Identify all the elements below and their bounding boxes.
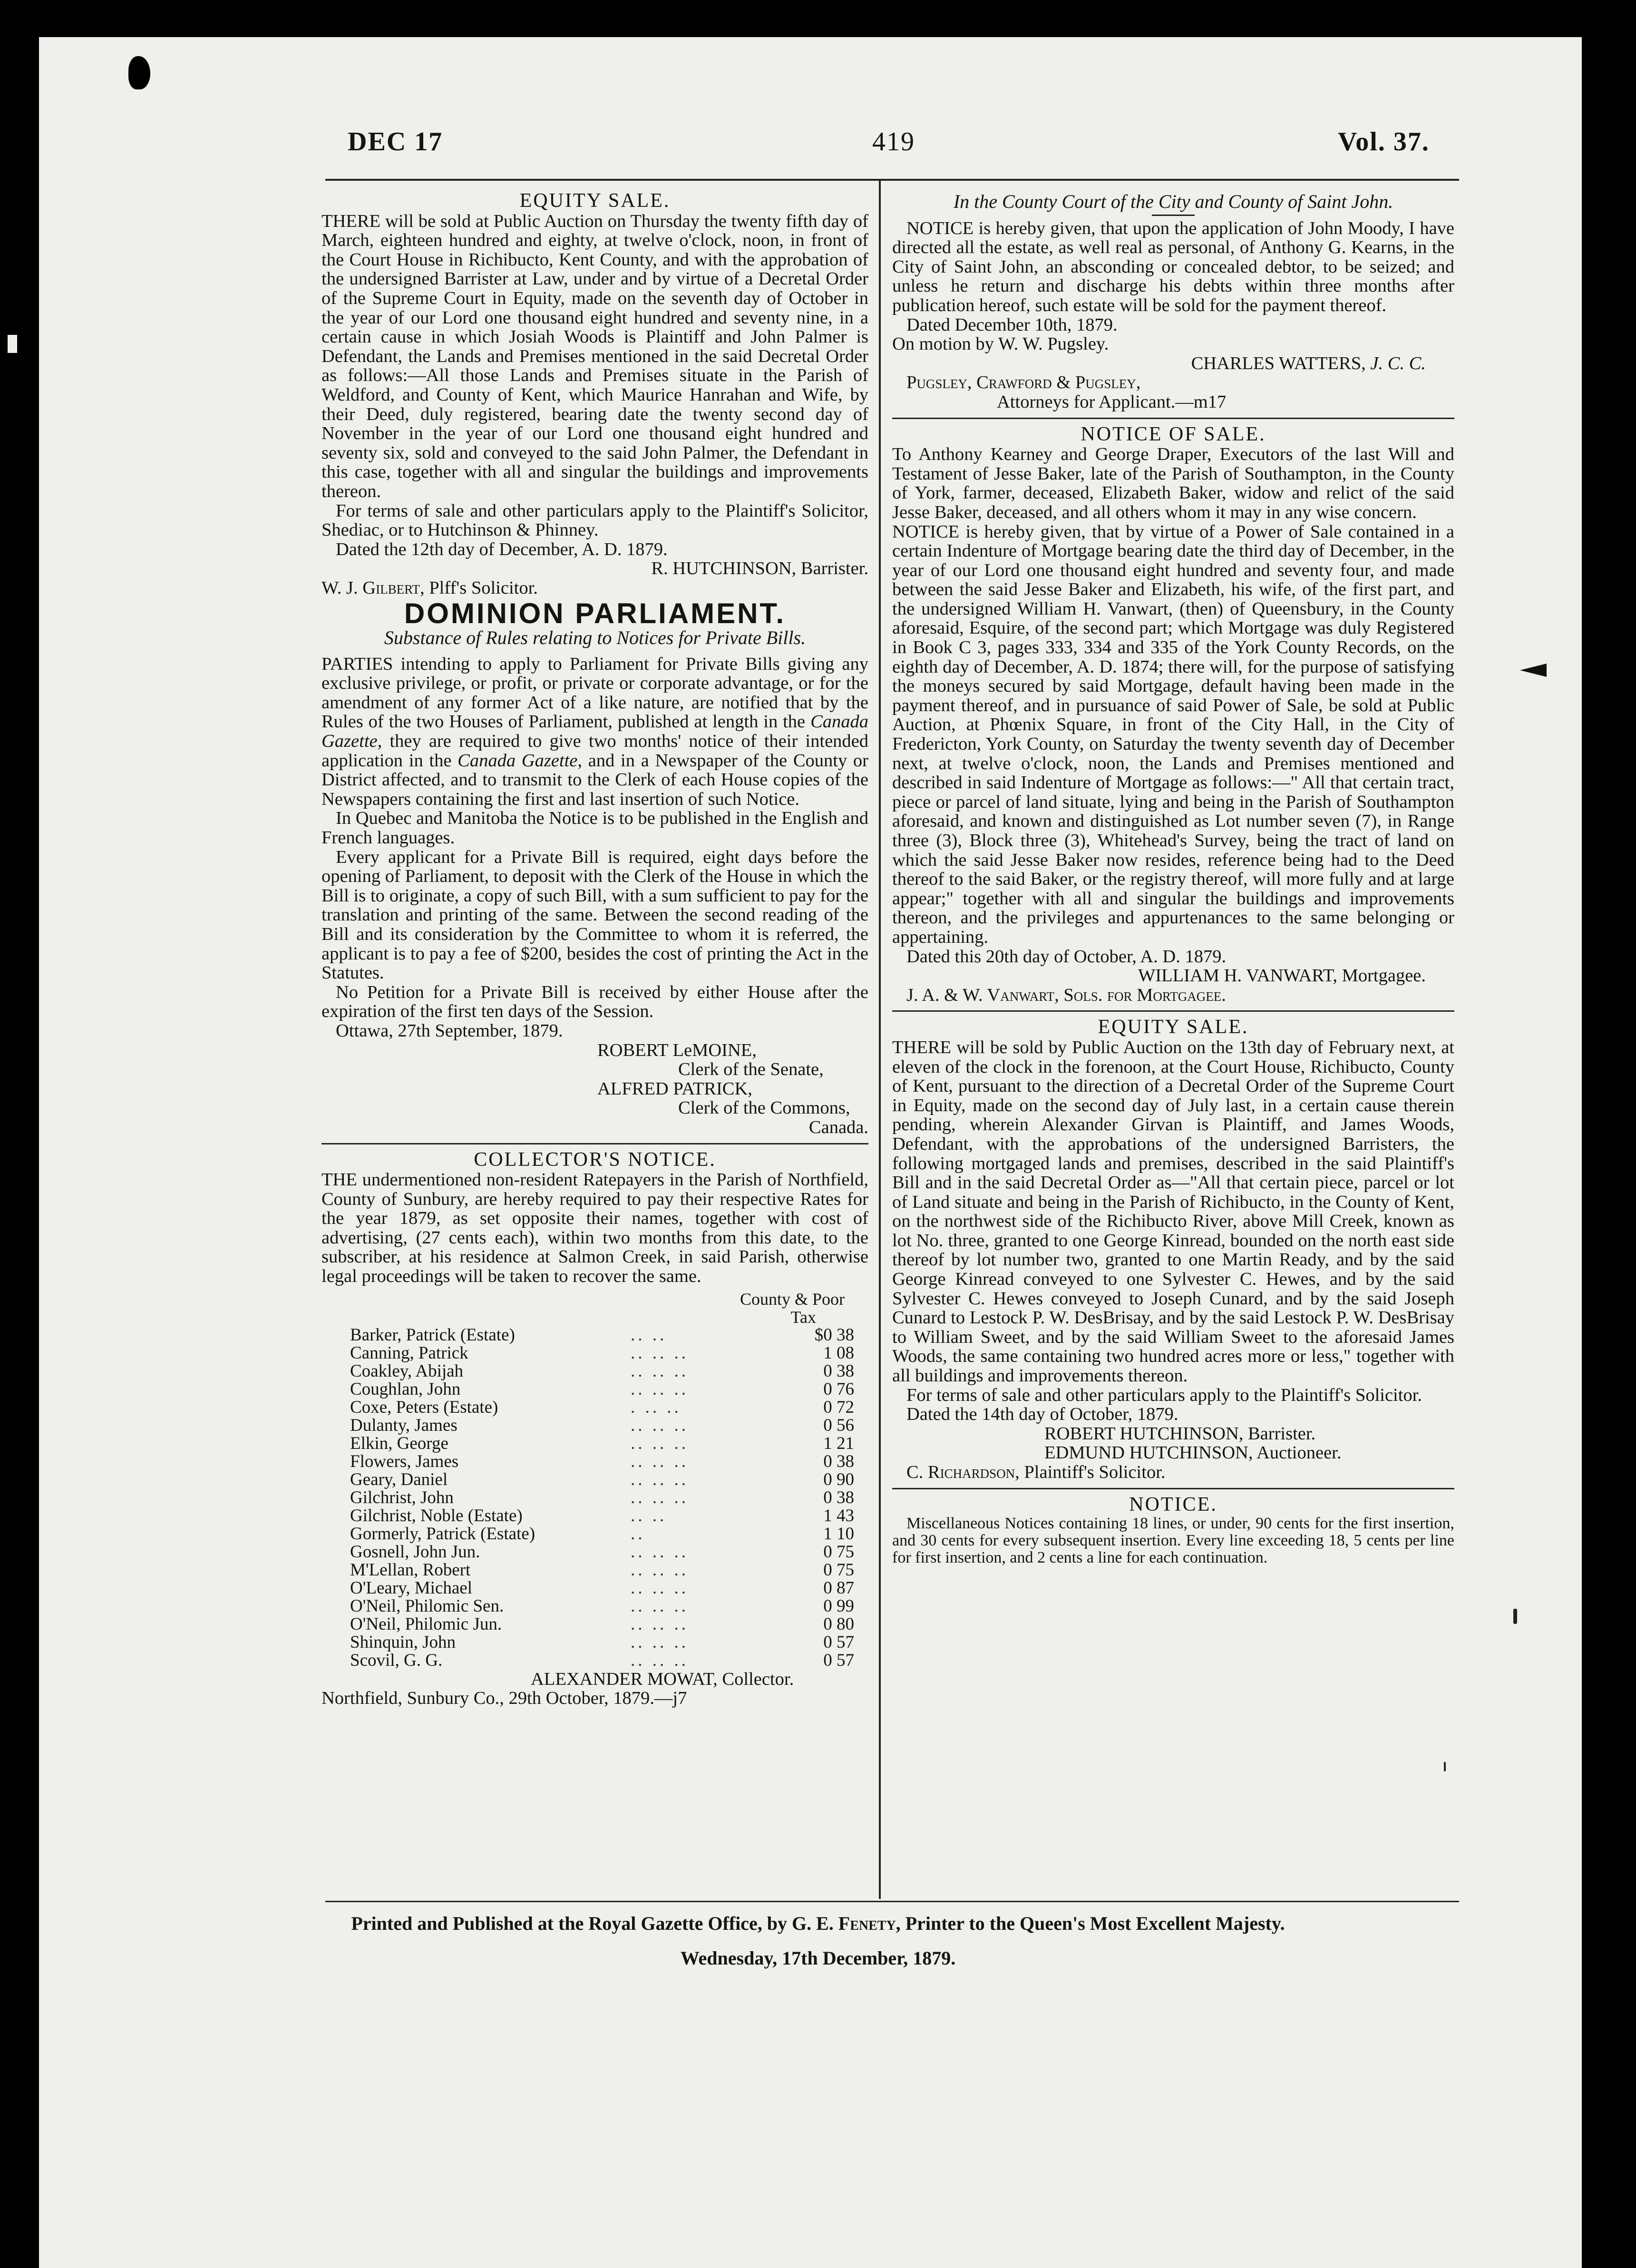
leader-dots: .. .. .. <box>631 1614 689 1634</box>
ratepayer-name: Gilchrist, Noble (Estate) <box>350 1505 523 1525</box>
ratepayer-name: Geary, Daniel <box>350 1469 448 1489</box>
equity-sale-2-solicitor <box>892 1463 1454 1482</box>
notice-of-sale <box>892 425 1454 1005</box>
tax-amount: 0 99 <box>823 1596 854 1616</box>
leader-dots: .. .. .. <box>631 1542 689 1562</box>
leader-dots: .. .. .. <box>631 1578 689 1598</box>
leader-dots: .. .. .. <box>631 1415 689 1435</box>
tax-amount: 0 80 <box>823 1614 854 1634</box>
leader-dots: .. .. .. <box>631 1560 689 1580</box>
table-row <box>350 1326 854 1344</box>
ratepayer-name: Gosnell, John Jun. <box>350 1542 480 1562</box>
equity-sale-title: EQUITY SALE. <box>519 190 671 212</box>
tax-amount: 0 75 <box>823 1560 854 1580</box>
printer-name: Fenety <box>838 1913 896 1934</box>
section-rule <box>892 418 1454 419</box>
ratepayer-name: Barker, Patrick (Estate) <box>350 1325 515 1345</box>
collector-signature: ALEXANDER MOWAT, Collector. <box>531 1669 794 1689</box>
notice-of-sale-title: NOTICE OF SALE. <box>1081 423 1266 445</box>
signatory-1-role: Clerk of the Senate, <box>678 1059 824 1080</box>
imprint-text: Printed and Published at the Royal Gazette Office, by G. E. <box>351 1913 838 1934</box>
county-court-title: In the County Court of the City and County of Saint John. <box>953 191 1393 212</box>
equity-sale-2-terms: For terms of sale and other particulars apply to the Plaintiff's Solicitor. <box>906 1385 1422 1405</box>
tax-amount: 1 43 <box>823 1505 854 1525</box>
equity-sale-terms: For terms of sale and other particulars apply to the Plaintiff's Solicitor, Shediac, or to Hutchinson & Phinney. <box>321 500 868 540</box>
binding-hole <box>128 56 150 89</box>
ratepayer-name: Elkin, George <box>350 1433 448 1453</box>
left-column <box>321 189 868 1708</box>
page-number: 419 <box>872 127 915 156</box>
dominion-parliament-notice <box>321 597 868 1137</box>
collectors-notice <box>321 1150 868 1708</box>
equity-sale-notice-1 <box>321 191 868 597</box>
dominion-parliament-title: DOMINION PARLIAMENT. <box>404 597 786 630</box>
ratepayer-name: Coughlan, John <box>350 1379 461 1399</box>
ratepayer-name: Gilchrist, John <box>350 1487 454 1507</box>
solicitor-name: C. Richardson, <box>906 1462 1020 1482</box>
county-court-dated: Dated December 10th, 1879. <box>906 314 1118 335</box>
table-row <box>350 1380 854 1398</box>
publication-date: Wednesday, 17th December, 1879. <box>680 1947 956 1969</box>
edge-mark <box>8 335 17 353</box>
dominion-paragraph-4: No Petition for a Private Bill is received by either House after the expiration of the first ten days of the Session. <box>321 982 868 1022</box>
equity-sale-dated: Dated the 12th day of December, A. D. 1879. <box>336 539 668 559</box>
judge-name: CHARLES WATTERS, <box>1191 353 1366 373</box>
table-row <box>350 1362 854 1380</box>
footer-rule <box>325 1901 1459 1902</box>
table-row <box>350 1543 854 1561</box>
table-row <box>350 1507 854 1525</box>
leader-dots: .. .. .. <box>631 1596 689 1616</box>
tax-amount: 0 76 <box>823 1379 854 1399</box>
table-row <box>350 1633 854 1652</box>
notice-of-sale-signature: WILLIAM H. VANWART, Mortgagee. <box>1138 966 1426 986</box>
ratepayer-name: Coxe, Peters (Estate) <box>350 1397 498 1417</box>
leader-dots: .. .. .. <box>631 1379 689 1399</box>
collectors-notice-body: THE undermentioned non-resident Ratepayers in the Parish of Northfield, County of Sunbury, are hereby required to pay their respective Rates for the year 1879, as set opposite their names, together with cost of advertising, (27 cents each), within two months from this date, to the subscriber, at his residence at Salmon Creek, in said Parish, otherwise legal proceedings will be taken to recover the same. <box>321 1170 868 1287</box>
ratepayer-name: Gormerly, Patrick (Estate) <box>350 1524 536 1544</box>
leader-dots: . .. .. <box>631 1397 682 1417</box>
table-row <box>350 1344 854 1362</box>
table-row <box>350 1435 854 1453</box>
table-row <box>350 1489 854 1507</box>
tax-amount: 0 56 <box>823 1415 854 1435</box>
leader-dots: .. .. .. <box>631 1632 689 1652</box>
gazette-name: Canada Gazette <box>321 712 868 752</box>
volume-number: Vol. 37. <box>1338 127 1430 156</box>
dominion-dated: Ottawa, 27th September, 1879. <box>336 1020 563 1041</box>
imprint-text: , Printer to the Queen's Most Excellent Majesty. <box>896 1913 1285 1934</box>
equity-sale-body: THERE will be sold at Public Auction on Thursday the twenty fifth day of March, eighteen hundred and eighty, at twelve o'clock, noon, in front of the Court House in Richibucto, Kent County, and with the approbation of the undersigned Barrister at Law, under and by virtue of a Decretal Order of the Supreme Court in Equity, made on the seventh day of October in the year of our Lord one thousand eight hundred and seventy nine, in a certain cause in which Josiah Woods is Plaintiff and John Palmer is Defendant, the Lands and Premises mentioned in the said Decretal Order as follows:—All those Lands and Premises situate in the Parish of Weldford, and County of Kent, which Maurice Hanrahan and Wife, by their Deed, duly registered, bearing date the twenty second day of November in the year of our Lord one thousand eight hundred and seventy six, sold and conveyed to the said John Palmer, the Defendant in this case, together with all and singular the buildings and improvements thereon. <box>321 211 868 501</box>
notice-of-sale-address: To Anthony Kearney and George Draper, Executors of the last Will and Testament of Jesse Baker, late of the Parish of Southampton, in the County of York, farmer, deceased, Elizabeth Baker, widow and relict of the said Jesse Baker, deceased, and all others whom it may in any wise concern. <box>892 444 1454 522</box>
tax-column-header: County & Poor <box>740 1289 845 1309</box>
text-run: , they are required to give two months' notice of their intended application in the <box>321 731 868 771</box>
right-column <box>892 192 1454 1566</box>
table-row <box>350 1398 854 1417</box>
signatory-2: ALFRED PATRICK, <box>597 1078 752 1099</box>
attorneys-firm: Pugsley, Crawford & Pugsley, <box>906 372 1141 393</box>
equity-sale-2-title: EQUITY SALE. <box>1098 1016 1249 1038</box>
solicitor-role: Plff's Solicitor. <box>429 577 538 598</box>
equity-sale-2-body: THERE will be sold by Public Auction on the 13th day of February next, at eleven of the clock in the forenoon, at the Court House, Richibucto, County of Kent, pursuant to the direction of a Decretal Order of the Supreme Court in Equity, made on the second day of July last, in a certain cause therein pending, wherein Alexander Girvan is Plaintiff, and James Woods, Defendant, with the approbations of the undersigned Barristers, the following mortgaged lands and premises, described in the said Plaintiff's Bill and in the said Decretal Order as—"All that certain piece, parcel or lot of Land situate and being in the Parish of Richibucto, in the County of Kent, on the northwest side of the Richibucto River, above Mill Creek, known as lot No. three, granted to one George Kinread, bounded on the north east side thereof by lot number two, granted to one Martin Ready, and by the said George Kinread conveyed to one Sylvester C. Hewes, and by the said Sylvester C. Hewes conveyed to Joseph Cunard, and by the said Joseph Cunard to Lestock P. W. DesBrisay, and by the said Lestock P. W. DesBrisay to William Sweet, and by the said William Sweet to the aforesaid James Woods, the same containing two hundred acres more or less," together with all buildings and improvements thereon. <box>892 1037 1454 1386</box>
section-rule <box>321 1143 868 1144</box>
table-row <box>350 1417 854 1435</box>
column-divider <box>879 181 881 1899</box>
text-run: , and in a Newspaper of the County or District affected, and to transmit to the Clerk of each House copies of the Newspapers containing the first and last insertion of such Notice. <box>321 750 868 809</box>
signatory-place: Canada. <box>808 1117 868 1137</box>
misc-notice-body: Miscellaneous Notices containing 18 lines, or under, 90 cents for the first insertion, and 30 cents for every subsequent insertion. Every line exceeding 18, 5 cents per line for first insertion, and 2 cents a line for each continuation. <box>892 1515 1454 1567</box>
county-court-signature <box>892 354 1454 373</box>
tax-amount: 1 10 <box>823 1524 854 1544</box>
leader-dots: .. .. .. <box>631 1650 689 1670</box>
leader-dots: .. .. <box>631 1325 667 1345</box>
equity-sale-2-signature-2: EDMUND HUTCHINSON, Auctioneer. <box>1044 1443 1342 1463</box>
table-row <box>350 1561 854 1579</box>
leader-dots: .. .. .. <box>631 1487 689 1507</box>
table-row <box>350 1652 854 1670</box>
ratepayer-name: Dulanty, James <box>350 1415 458 1435</box>
printer-imprint <box>0 1912 1636 1935</box>
county-court-body: NOTICE is hereby given, that upon the application of John Moody, I have directed all the estate, as well real as personal, of Anthony G. Kearns, in the City of Saint John, an absconding or concealed debtor, to be seized; and unless he return and discharge his debts within three months after publication hereof, such estate will be sold for the payment thereof. <box>892 218 1454 315</box>
ratepayer-name: M'Lellan, Robert <box>350 1560 471 1580</box>
table-row <box>350 1597 854 1615</box>
table-row <box>350 1579 854 1597</box>
equity-sale-2-signature-1: ROBERT HUTCHINSON, Barrister. <box>1044 1423 1316 1444</box>
equity-sale-solicitor <box>321 578 868 598</box>
leader-dots: .. .. <box>631 1505 667 1525</box>
ratepayer-name: Shinquin, John <box>350 1632 456 1652</box>
tax-amount: $0 38 <box>814 1325 854 1345</box>
dominion-paragraph-2: In Quebec and Manitoba the Notice is to be published in the English and French languages. <box>321 808 868 848</box>
collectors-notice-title: COLLECTOR'S NOTICE. <box>474 1148 716 1171</box>
tax-amount: 0 57 <box>823 1650 854 1670</box>
gazette-name: Canada Gazette <box>458 750 578 771</box>
ratepayer-name: Scovil, G. G. <box>350 1650 443 1670</box>
notice-of-sale-solicitors: J. A. & W. Vanwart, Sols. for Mortgagee. <box>906 985 1226 1005</box>
table-row <box>350 1453 854 1471</box>
solicitor-name: W. J. Gilbert, <box>321 577 425 598</box>
tax-amount: 0 72 <box>823 1397 854 1417</box>
collector-dated: Northfield, Sunbury Co., 29th October, 1879.—j7 <box>321 1688 687 1709</box>
signatory-2-role: Clerk of the Commons, <box>678 1098 850 1118</box>
equity-sale-2-dated: Dated the 14th day of October, 1879. <box>906 1404 1178 1425</box>
table-row <box>350 1525 854 1543</box>
notice-of-sale-dated: Dated this 20th day of October, A. D. 1879. <box>906 946 1227 967</box>
leader-dots: .. <box>631 1524 645 1544</box>
leader-dots: .. .. .. <box>631 1433 689 1453</box>
section-rule <box>892 1010 1454 1012</box>
misc-notice-title: NOTICE. <box>1129 1493 1217 1515</box>
ratepayer-name: O'Leary, Michael <box>350 1578 472 1598</box>
tax-amount: 0 57 <box>823 1632 854 1652</box>
table-row <box>350 1615 854 1633</box>
dominion-parliament-subtitle: Substance of Rules relating to Notices for Private Bills. <box>384 627 806 649</box>
leader-dots: .. .. .. <box>631 1469 689 1489</box>
table-row <box>350 1471 854 1489</box>
text-run: PARTIES intending to apply to Parliament for Private Bills giving any exclusive privilege, or profit, or private or corporate advantage, or for the amendment of any former Act of a like nature, are notified that by the Rules of the two Houses of Parliament, published at length in the <box>321 654 868 732</box>
tax-amount: 0 38 <box>823 1361 854 1381</box>
margin-mark <box>1444 1762 1446 1771</box>
ratepayer-table <box>350 1326 854 1670</box>
equity-sale-signature: R. HUTCHINSON, Barrister. <box>651 558 868 579</box>
tax-column-header-2: Tax <box>790 1307 816 1327</box>
signatory-1: ROBERT LeMOINE, <box>597 1040 757 1060</box>
county-court-notice <box>892 192 1454 412</box>
tax-amount: 0 90 <box>823 1469 854 1489</box>
tax-amount: 1 21 <box>823 1433 854 1453</box>
section-rule <box>892 1488 1454 1489</box>
margin-mark <box>1513 1609 1517 1624</box>
tax-amount: 0 38 <box>823 1487 854 1507</box>
miscellaneous-notice <box>892 1495 1454 1567</box>
ratepayer-name: Canning, Patrick <box>350 1343 468 1363</box>
county-court-motion: On motion by W. W. Pugsley. <box>892 334 1109 354</box>
leader-dots: .. .. .. <box>631 1361 689 1381</box>
solicitor-role: Plaintiff's Solicitor. <box>1024 1462 1166 1482</box>
attorneys-role: Attorneys for Applicant.—m17 <box>997 391 1227 412</box>
ratepayer-name: O'Neil, Philomic Jun. <box>350 1614 502 1634</box>
tax-amount: 0 75 <box>823 1542 854 1562</box>
dominion-paragraph-1 <box>321 655 868 809</box>
tax-amount: 1 08 <box>823 1343 854 1363</box>
tax-amount: 0 87 <box>823 1578 854 1598</box>
ratepayer-name: Flowers, James <box>350 1451 459 1471</box>
margin-arrow-mark <box>1520 664 1547 677</box>
ratepayer-name: Coakley, Abijah <box>350 1361 464 1381</box>
tax-amount: 0 38 <box>823 1451 854 1471</box>
short-rule <box>1152 215 1195 216</box>
issue-date: DEC 17 <box>348 127 443 156</box>
header-rule <box>325 179 1459 181</box>
leader-dots: .. .. .. <box>631 1343 689 1363</box>
dominion-paragraph-3: Every applicant for a Private Bill is required, eight days before the opening of Parliament, to deposit with the Clerk of the House in which the Bill is to originate, a copy of such Bill, with a sum sufficient to pay for the translation and printing of the same. Between the second reading of the Bill and its consideration by the Committee to whom it is referred, the applicant is to pay a fee of $200, besides the cost of printing the Act in the Statutes. <box>321 847 868 983</box>
leader-dots: .. .. .. <box>631 1451 689 1471</box>
ratepayer-name: O'Neil, Philomic Sen. <box>350 1596 504 1616</box>
judge-title: J. C. C. <box>1370 353 1426 373</box>
notice-of-sale-body: NOTICE is hereby given, that by virtue of a Power of Sale contained in a certain Indenture of Mortgage bearing date the third day of December, in the year of our Lord one thousand eight hundred and seventy four, and made between the said Jesse Baker and Elizabeth, his wife, of the first part, and the undersigned William H. Vanwart, (then) of Queensbury, in the County aforesaid, Esquire, of the second part; which Mortgage was duly Registered in Book C 3, pages 333, 334 and 335 of the York County Records, on the eighth day of December, A. D. 1874; there will, for the purpose of satisfying the moneys secured by said Mortgage, default having been made in the payment thereof, and in pursuance of said Power of Sale, be sold at Public Auction, at Phœnix Square, in front of the City Hall, in the City of Fredericton, York County, on Saturday the twenty seventh day of December next, at twelve o'clock, noon, the Lands and Premises mentioned and described in said Indenture of Mortgage as follows:—" All that certain tract, piece or parcel of land situate, lying and being in the Parish of Southampton aforesaid, and known and distinguished as Lot number seven (7), in Range three (3), Block three (3), Whitehead's Survey, being the tract of land on which the said Jesse Baker now resides, reference being had to the Deed thereof to the said Baker, or the registry thereof, will more fully and at large appear;" together with all and singular the buildings and improvements thereon, and the privileges and appurtenances to the same belonging or appertaining. <box>892 521 1454 947</box>
equity-sale-notice-2 <box>892 1017 1454 1482</box>
